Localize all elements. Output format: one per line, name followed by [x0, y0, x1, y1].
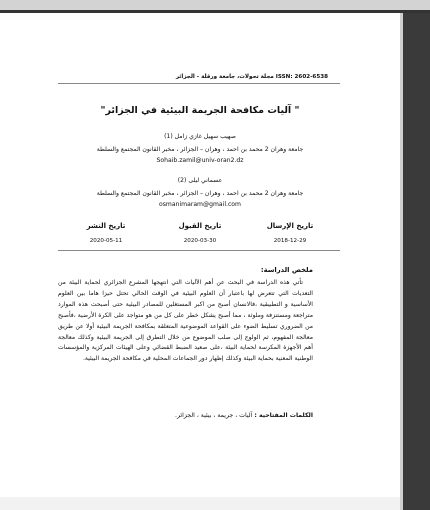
- author-1-email: Sohaib.zamil@univ-oran2.dz: [156, 157, 244, 164]
- viewer-scrollbar[interactable]: [403, 13, 430, 510]
- keywords-line: [175, 412, 313, 419]
- sent-date-label: تاريخ الإرسال: [266, 222, 314, 230]
- journal-header: [176, 74, 328, 80]
- viewer-top-bar: [0, 0, 430, 10]
- author-2-affiliation: جامعة وهران 2 محمد بن احمد ، وهران – الجزائر ، مخبر القانون المجتمع والسلطة: [96, 190, 304, 197]
- journal-name: مجلة تحولات، جامعة ورقلة - الجزائر: [175, 74, 274, 80]
- published-date-label: تاريخ النشر: [86, 222, 126, 230]
- dates-rule: [58, 250, 340, 251]
- accepted-date-value: 2020-03-30: [183, 238, 217, 244]
- article-title: " آليات مكافحة الجريمة البيئية في الجزائر": [100, 105, 300, 116]
- author-1-affiliation: جامعة وهران 2 محمد بن احمد ، وهران – الجزائر ، مخبر القانون المجتمع والسلطة: [96, 146, 304, 153]
- abstract-body: [58, 278, 313, 365]
- abstract-heading: ملخص الدراسة:: [260, 266, 313, 274]
- viewer-bottom-band: [0, 497, 400, 510]
- keywords-label: الكلمات المفتاحية :: [254, 412, 313, 419]
- author-2-name: عسماني ليلى (2): [177, 177, 223, 184]
- sent-date-value: 2018-12-29: [273, 238, 307, 244]
- header-rule: [58, 83, 340, 84]
- abstract-text: تأتي هذه الدراسة في البحث عن أهم الآليات التي انتهجها المشرع الجزائري لحماية البيئة من التعديات التي تتعرض لها باعتبار أن العلوم البيئية في الوقت الحالي تحتل حيزا هاما بين العلوم الأساسية و التطبيقية ،فالانسان أصبح من اكبر المستغلين للمصادر البيئية حتى أصبحت هذه الموارد متراجعة ومستنزفة وملوثة ، مما أصبح يشكل خطر على كل من هو متواجد على الكرة الأرضية ،فأصبح من الضروري تسليط الضوء على القواعد الموضوعية المتعلقة بمكافحة الجريمة البيئية أولا عن طريق معالجة المفهوم، ثم الولوج إلى صلب الموضوع من خلال التطرق إلى الجريمة البيئية وكذلك معالجة أهم الأجهزة المكرسة لحماية البيئة ،على صعيد الضبط القضائي وعلى الهيئات المركزية والمؤسسات الوطنية المعنية بحماية البيئة وكذلك إظهار دور الجماعات المحلية في مكافحة الجريمة البيئية.: [58, 279, 313, 363]
- published-date-value: 2020-05-11: [89, 238, 123, 244]
- accepted-date-label: تاريخ القبول: [178, 222, 222, 230]
- author-2-email: osmanimaram@gmail.com: [159, 201, 241, 208]
- author-1-name: صهيب سهيل غازي زامل (1): [164, 133, 236, 140]
- keywords-values: آليات ، جريمة ، بيئية ، الجزائر.: [175, 412, 253, 419]
- document-page: [0, 13, 400, 510]
- journal-issn: ISSN: 2602-6538: [275, 74, 328, 80]
